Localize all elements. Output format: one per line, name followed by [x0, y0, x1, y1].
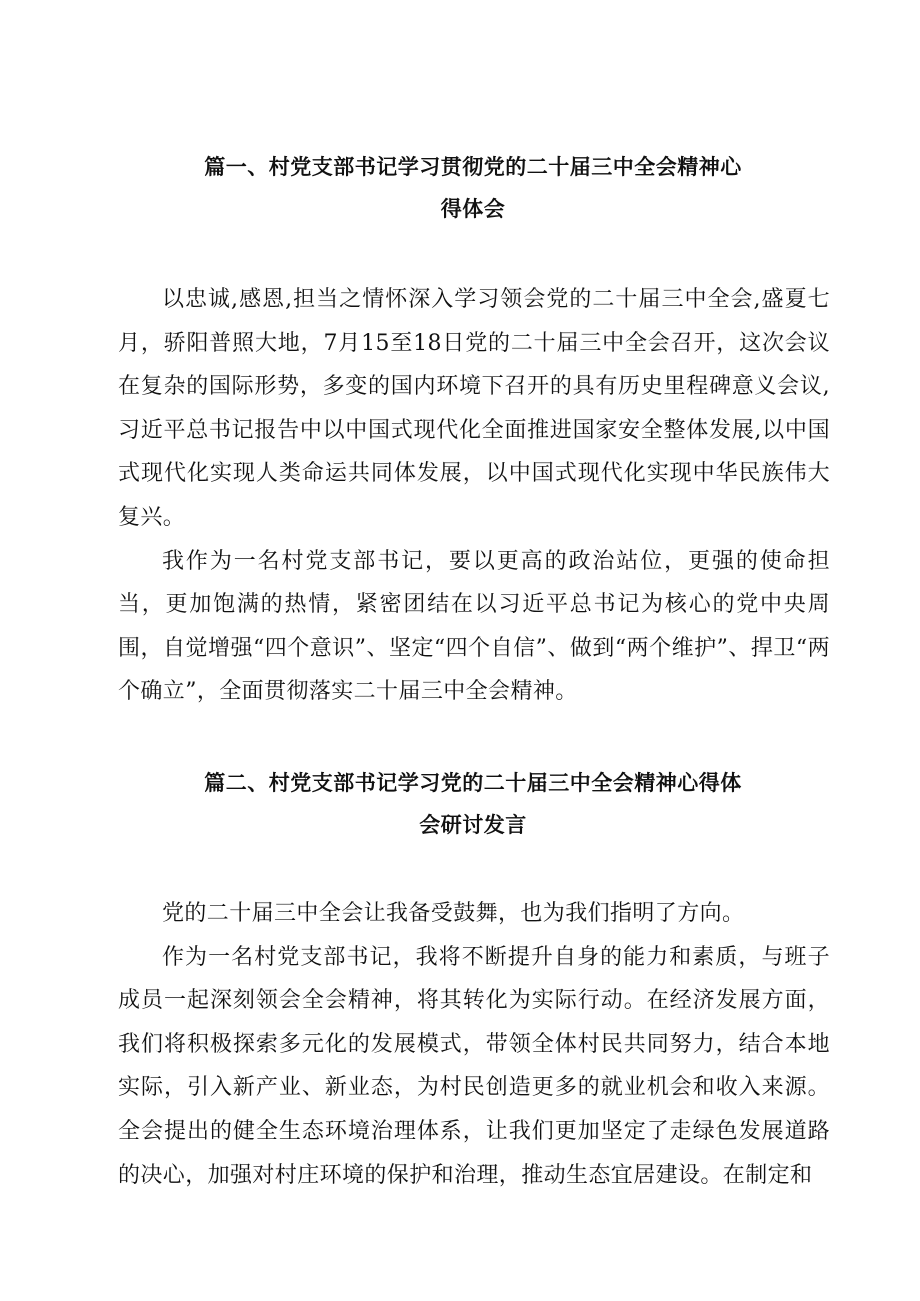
section1-title [118, 146, 828, 230]
section2-paragraph-1: 党的二十届三中全会让我备受鼓舞，也为我们指明了方向。 [162, 901, 745, 926]
section1-title-line2: 得体会 [440, 196, 506, 221]
section2-title-line2: 会研讨发言 [419, 812, 527, 837]
section1-paragraph-1: 以忠诚,感恩,担当之情怀深入学习领会党的二十届三中全会,盛夏七月，骄阳普照大地，7月15至18日党的二十届三中全会召开，这次会议在复杂的国际形势，多变的国内环境下召开的具有历史里程碑意义会议,习近平总书记报告中以中国式现代化全面推进国家安全整体发展,以中国式现代化实现人类命运共同体发展，以中国式现代化实现中华民族伟大复兴。 [118, 287, 830, 530]
section2-title-line1: 篇二、村党支部书记学习党的二十届三中全会精神心得体 [204, 770, 742, 795]
section1-paragraph-2: 我作为一名村党支部书记，要以更高的政治站位，更强的使命担当，更加饱满的热情，紧密团结在以习近平总书记为核心的党中央周围，自觉增强“四个意识”、坚定“四个自信”、做到“两个维护”、捍卫“两个确立”，全面贯彻落实二十届三中全会精神。 [118, 548, 830, 705]
section2-title [118, 762, 828, 846]
section1-title-line1: 篇一、村党支部书记学习贯彻党的二十届三中全会精神心 [204, 154, 742, 179]
section1-body [118, 278, 830, 714]
section2-paragraph-2: 作为一名村党支部书记，我将不断提升自身的能力和素质，与班子成员一起深刻领会全会精神，将其转化为实际行动。在经济发展方面，我们将积极探索多元化的发展模式，带领全体村民共同努力，结合本地实际，引入新产业、新业态，为村民创造更多的就业机会和收入来源。全会提出的健全生态环境治理体系，让我们更加坚定了走绿色发展道路的决心，加强对村庄环境的保护和治理，推动生态宜居建设。在制定和 [118, 944, 830, 1188]
section2-body [118, 892, 830, 1197]
